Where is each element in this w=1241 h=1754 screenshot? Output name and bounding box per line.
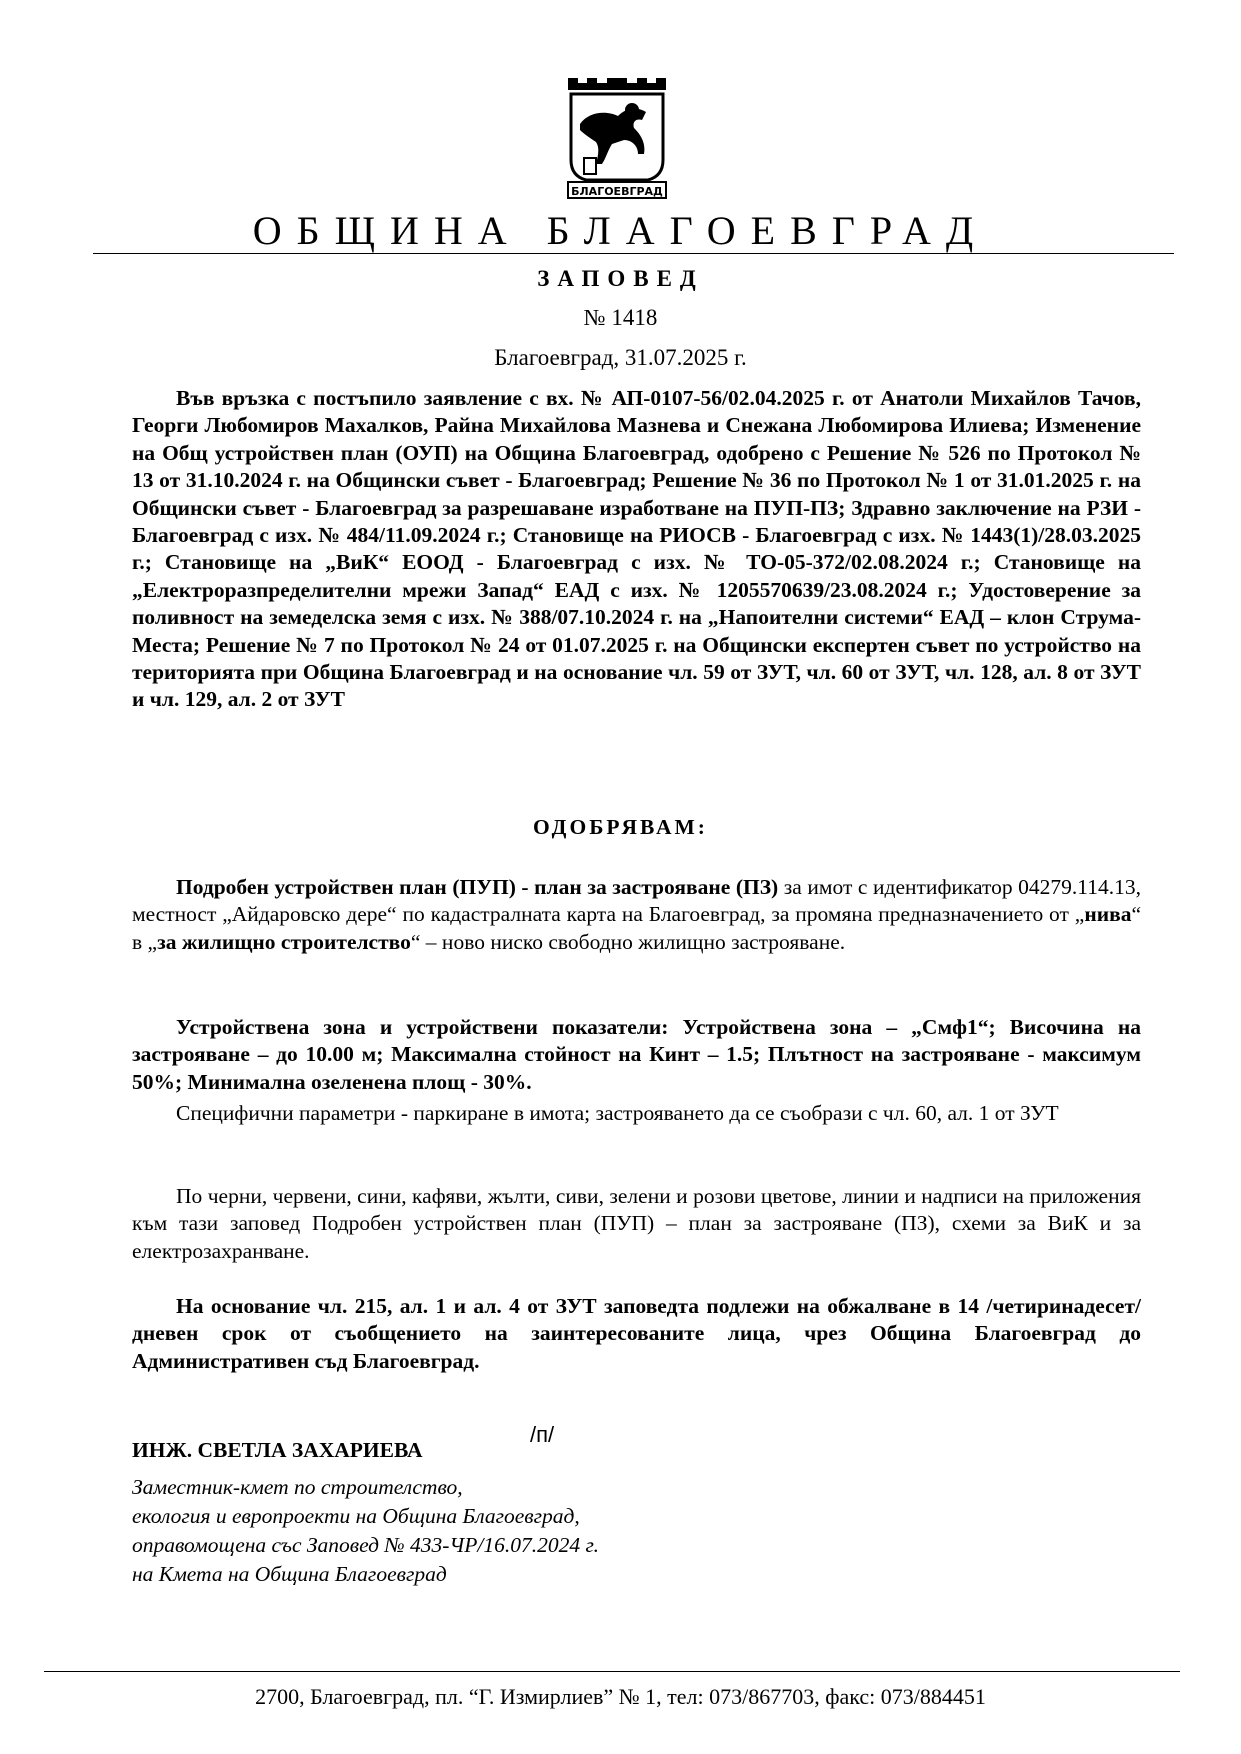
signatory-name: ИНЖ. СВЕТЛА ЗАХАРИЕВА bbox=[132, 1438, 423, 1462]
municipality-crest-logo bbox=[562, 72, 672, 202]
plan-from-use: нива bbox=[1084, 902, 1132, 927]
signatory-role-line: Заместник-кмет по строителство, bbox=[132, 1475, 463, 1499]
approve-heading: ОДОБРЯВАМ: bbox=[533, 815, 708, 839]
plan-text-1: за имот с идентификатор 04279.114.13, местност „Айдаровско дере“ по кадастралната карта на Благоевград, за промяна предназначението от „ bbox=[132, 875, 1141, 927]
footer-divider bbox=[44, 1671, 1180, 1672]
document-place-date: Благоевград, 31.07.2025 г. bbox=[494, 345, 747, 370]
appeal-paragraph: На основание чл. 215, ал. 1 и ал. 4 от ЗУТ заповедта подлежи на обжалване в 14 /четиринадесет/ дневен срок от съобщението на заинтересованите лица, чрез Община Благоевград до Административен съд Благоевград. bbox=[132, 1294, 1141, 1373]
crest-caption: БЛАГОЕВГРАД bbox=[571, 185, 663, 198]
footer-address: 2700, Благоевград, пл. “Г. Измирлиев” № 1, тел: 073/867703, факс: 073/884451 bbox=[255, 1684, 986, 1709]
document-title: ЗАПОВЕД bbox=[537, 266, 704, 291]
plan-text-3: “ – ново ниско свободно жилищно застрояване. bbox=[410, 929, 846, 954]
zone-paragraph: Устройствена зона и устройствени показатели: Устройствена зона – „Смф1“; Височина на застрояване – до 10.00 м; Максимална стойност на Кинт – 1.5; Плътност на застрояване - максимум 50%; Минимална озеленена площ - 30%. bbox=[132, 1015, 1141, 1094]
header-divider bbox=[93, 253, 1174, 254]
municipality-name: ОБЩИНА БЛАГОЕВГРАД bbox=[252, 208, 989, 253]
document-number: № 1418 bbox=[583, 305, 658, 330]
signatory-role-line: оправомощена със Заповед № 433-ЧР/16.07.2024 г. bbox=[132, 1533, 599, 1557]
signature-mark: /п/ bbox=[530, 1422, 555, 1447]
specific-parameters-paragraph: Специфични параметри - паркиране в имота; застрояването да се съобрази с чл. 60, ал. 1 от ЗУТ bbox=[176, 1101, 1059, 1125]
signatory-role-line: на Кмета на Община Благоевград bbox=[132, 1562, 447, 1586]
plan-text-2: “ в „ bbox=[132, 902, 1141, 954]
plan-paragraph bbox=[132, 874, 1141, 956]
colors-paragraph: По черни, червени, сини, кафяви, жълти, сиви, зелени и розови цветове, линии и надписи на приложения към тази заповед Подробен устройствен план (ПУП) – план за застрояване (ПЗ), схеми за ВиК и за електрозахранване. bbox=[132, 1184, 1141, 1263]
plan-to-use: за жилищно строителство bbox=[157, 929, 411, 954]
plan-title: Подробен устройствен план (ПУП) - план за застрояване (ПЗ) bbox=[176, 875, 779, 899]
signatory-role-line: екология и европроекти на Община Благоевград, bbox=[132, 1504, 580, 1528]
preamble-paragraph: Във връзка с постъпило заявление с вх. № АП-0107-56/02.04.2025 г. от Анатоли Михайлов Тачов, Георги Любомиров Махалков, Райна Михайлова Мазнева и Снежана Любомирова Илиева; Изменение на Общ устройствен план (ОУП) на Община Благоевград, одобрено с Решение № 526 по Протокол № 13 от 31.10.2024 г. на Общински съвет - Благоевград; Решение № 36 по Протокол № 1 от 31.01.2025 г. на Общински съвет - Благоевград за разрешаване изработване на ПУП-ПЗ; Здравно заключение на РЗИ - Благоевград с изх. № 484/11.09.2024 г.; Становище на РИОСВ - Благоевград с изх. № 1443(1)/28.03.2025 г.; Становище на „ВиК“ ЕООД - Благоевград с изх. № ТО-05-372/02.08.2024 г.; Становище на „Електроразпределителни мрежи Запад“ ЕАД с изх. № 1205570639/23.08.2024 г.; Удостоверение за поливност на земеделска земя с изх. № 388/07.10.2024 г. на „Напоителни системи“ ЕАД – клон Струма-Места; Решение № 7 по Протокол № 24 от 01.07.2025 г. на Общински експертен съвет по устройство на територията при Община Благоевград и на основание чл. 59 от ЗУТ, чл. 60 от ЗУТ, чл. 128, ал. 8 от ЗУТ и чл. 129, ал. 2 от ЗУТ bbox=[132, 386, 1141, 712]
signatory-role bbox=[132, 1473, 599, 1589]
